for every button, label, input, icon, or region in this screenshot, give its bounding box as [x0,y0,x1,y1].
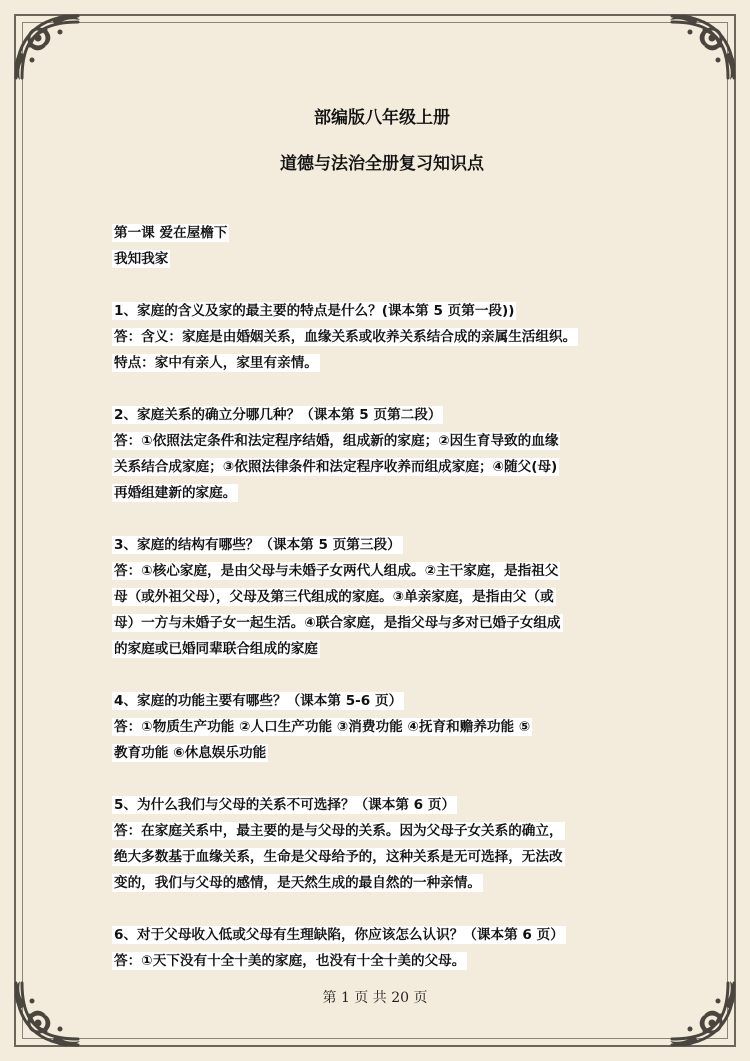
answer-1-line: 答：含义：家庭是由婚姻关系，血缘关系或收养关系结合成的亲属生活组织。 [114,329,577,345]
answer-5-line: 变的，我们与父母的感情，是天然生成的最自然的一种亲情。 [114,875,482,891]
corner-ornament-icon [8,8,86,86]
answer-2-line: 关系结合成家庭；③依照法律条件和法定程序收养而组成家庭；④随父(母) [114,459,558,475]
answer-3-line: 母（或外祖父母），父母及第三代组成的家庭。③单亲家庭，是指由父（或 [114,589,554,605]
question-2: 2、家庭关系的确立分哪几种？（课本第 5 页第二段） [114,407,442,423]
answer-1-line: 特点：家中有亲人，家里有亲情。 [114,355,318,371]
question-3: 3、家庭的结构有哪些？（课本第 5 页第三段） [114,537,401,553]
answer-5-line: 答：在家庭关系中，最主要的是与父母的关系。因为父母子女关系的确立， [114,823,563,839]
page-number-footer: 第 1 页 共 20 页 [322,990,428,1006]
question-5: 5、为什么我们与父母的关系不可选择？（课本第 6 页） [114,797,456,813]
answer-3-line: 母）一方与未婚子女一起生活。④联合家庭，是指父母与多对已婚子女组成 [114,615,561,631]
document-body [112,100,652,974]
answer-5-line: 绝大多数基于血缘关系，生命是父母给予的，这种关系是无可选择，无法改 [114,849,563,865]
question-4: 4、家庭的功能主要有哪些？（课本第 5-6 页） [114,693,403,709]
lesson-heading: 第一课 爱在屋檐下 [114,225,228,241]
answer-3-line: 的家庭或已婚同辈联合组成的家庭 [114,641,318,657]
section-heading: 我知我家 [114,251,169,267]
document-title: 部编版八年级上册 [314,108,450,128]
answer-4-line: 教育功能 ⑥休息娱乐功能 [114,745,267,761]
question-6: 6、对于父母收入低或父母有生理缺陷，你应该怎么认识？（课本第 6 页） [114,927,564,943]
answer-3-line: 答：①核心家庭，是由父母与未婚子女两代人组成。②主干家庭，是指祖父 [114,563,559,579]
question-1: 1、家庭的含义及家的最主要的特点是什么？(课本第 5 页第一段)) [114,303,515,319]
answer-6-line: 答：①天下没有十全十美的家庭，也没有十全十美的父母。 [114,953,466,969]
answer-2-line: 再婚组建新的家庭。 [114,485,237,501]
corner-ornament-icon [664,8,742,86]
answer-2-line: 答：①依照法定条件和法定程序结婚，组成新的家庭；②因生育导致的血缘 [114,433,559,449]
document-subtitle: 道德与法治全册复习知识点 [280,154,484,174]
answer-4-line: 答：①物质生产功能 ②人口生产功能 ③消费功能 ④抚育和赡养功能 ⑤ [114,719,531,735]
